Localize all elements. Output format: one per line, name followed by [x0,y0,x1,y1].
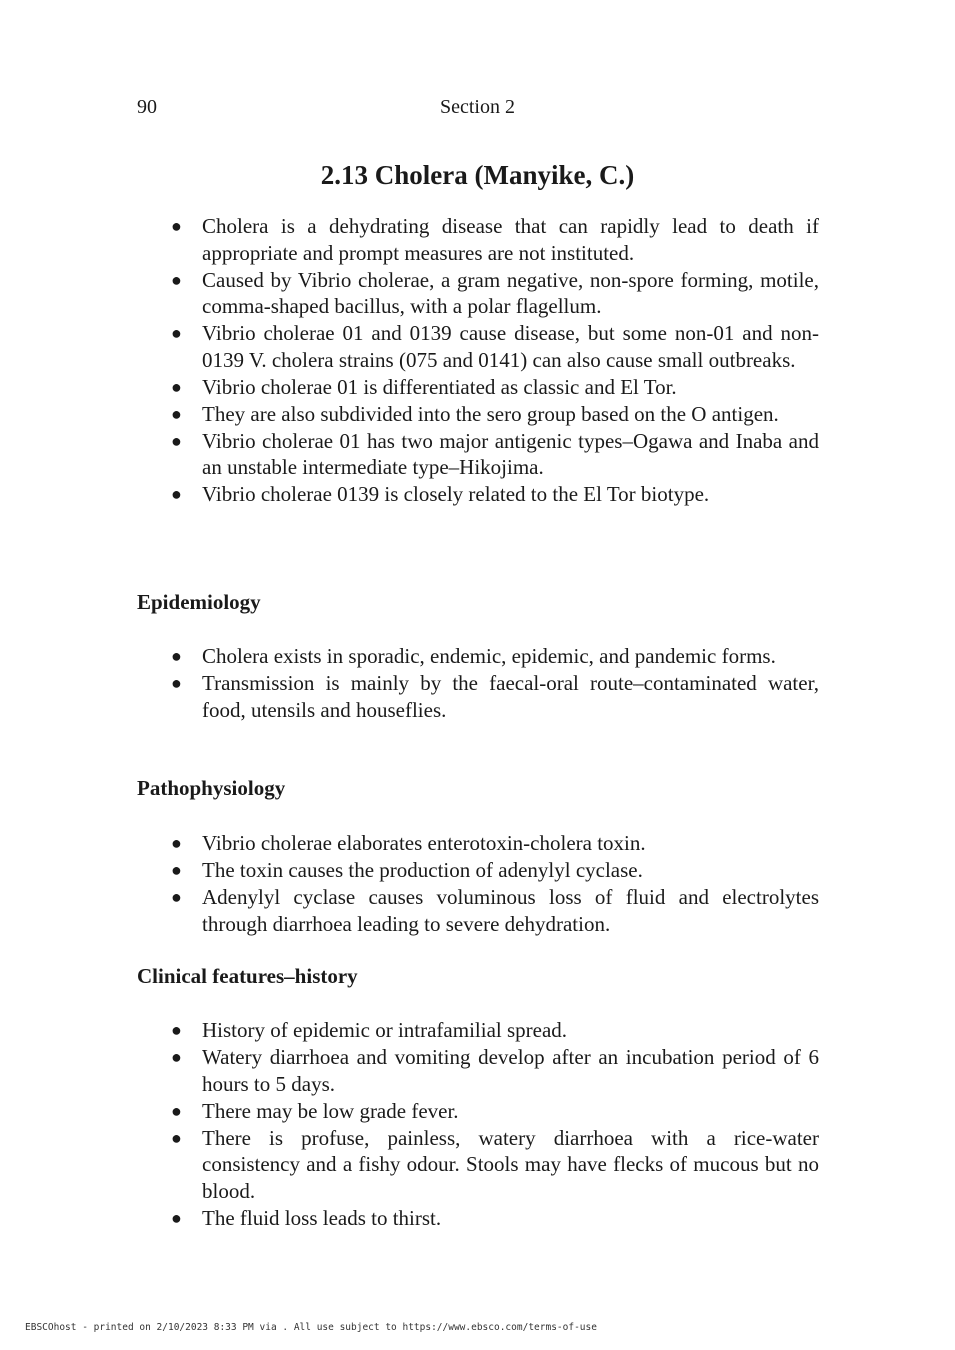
page-number: 90 [137,96,157,118]
list-item: ● There may be low grade fever. [171,1098,459,1123]
print-footer: EBSCOhost - printed on 2/10/2023 8:33 PM via . All use subject to https://www.ebsco.com/terms-of-use [25,1322,597,1333]
list-item: ● Cholera is a dehydrating disease that can rapidly lead to death if appropriate and prompt measures are not instituted. [171,214,819,265]
clinical-features-list-block [137,1017,819,1232]
bullet-icon: ● [171,1100,182,1121]
bullet-icon: ● [171,484,182,504]
list-item: ● Cholera exists in sporadic, endemic, epidemic, and pandemic forms. [171,644,776,668]
list-item: ● Vibrio cholerae elaborates enterotoxin-cholera toxin. [171,831,646,855]
list-item: ● History of epidemic or intrafamilial spread. [171,1018,568,1042]
section-clinical-features [137,964,819,989]
bullet-icon: ● [171,403,182,424]
list-item: ● Watery diarrhoea and vomiting develop after an incubation period of 6 hours to 5 days. [171,1045,819,1096]
list-item: ● Vibrio cholerae 01 and 0139 cause disease, but some non-01 and non-0139 V. cholera strains (075 and 0141) can also cause small outbreaks. [171,321,819,372]
list-item: ● There is profuse, painless, watery diarrhoea with a rice-water consistency and a fishy odour. Stools may have flecks of mucous but no blood. [171,1125,819,1203]
bullet-icon: ● [171,269,182,290]
epidemiology-list-block [137,643,819,724]
intro-list-block [137,213,819,508]
intro-bullet-list [137,213,819,508]
list-item: ● The fluid loss leads to thirst. [171,1205,442,1230]
bullet-icon: ● [171,1047,182,1067]
bullet-icon: ● [171,323,182,343]
chapter-title: 2.13 Cholera (Manyike, C.) [320,160,635,190]
list-item: ● Vibrio cholerae 01 is differentiated as classic and El Tor. [171,374,677,399]
bullet-icon: ● [171,1127,182,1148]
bullet-icon: ● [171,1020,182,1040]
list-item: ● Transmission is mainly by the faecal-oral route–contaminated water, food, utensils and houseflies. [171,671,819,722]
bullet-icon: ● [171,860,182,880]
list-item: ● Vibrio cholerae 0139 is closely related to the El Tor biotype. [171,482,710,506]
bullet-icon: ● [171,646,182,666]
list-item: ● The toxin causes the production of adenylyl cyclase. [171,858,643,882]
bullet-icon: ● [171,833,182,853]
list-item: ● Caused by Vibrio cholerae, a gram negative, non-spore forming, motile, comma-shaped bacillus, with a polar flagellum. [171,267,819,318]
bullet-icon: ● [171,673,182,693]
section-heading-clinical-features: Clinical features–history [137,964,358,988]
bullet-icon: ● [171,887,182,907]
pathophysiology-list-block [137,830,819,938]
epidemiology-bullet-list [137,643,819,724]
section-heading-epidemiology: Epidemiology [137,590,261,614]
clinical-features-bullet-list [137,1017,819,1232]
section-epidemiology [137,590,819,615]
section-pathophysiology [137,776,819,801]
list-item: ● They are also subdivided into the sero group based on the O antigen. [171,401,779,426]
bullet-icon: ● [171,376,182,397]
pathophysiology-bullet-list [137,830,819,938]
list-item: ● Vibrio cholerae 01 has two major antigenic types–Ogawa and Inaba and an unstable intermediate type–Hikojima. [171,428,819,479]
bullet-icon: ● [171,430,182,451]
bullet-icon: ● [171,216,182,236]
section-heading-pathophysiology: Pathophysiology [137,776,286,800]
bullet-icon: ● [171,1207,182,1228]
list-item: ● Adenylyl cyclase causes voluminous loss of fluid and electrolytes through diarrhoea leading to severe dehydration. [171,885,819,936]
running-header: Section 2 [440,96,515,118]
